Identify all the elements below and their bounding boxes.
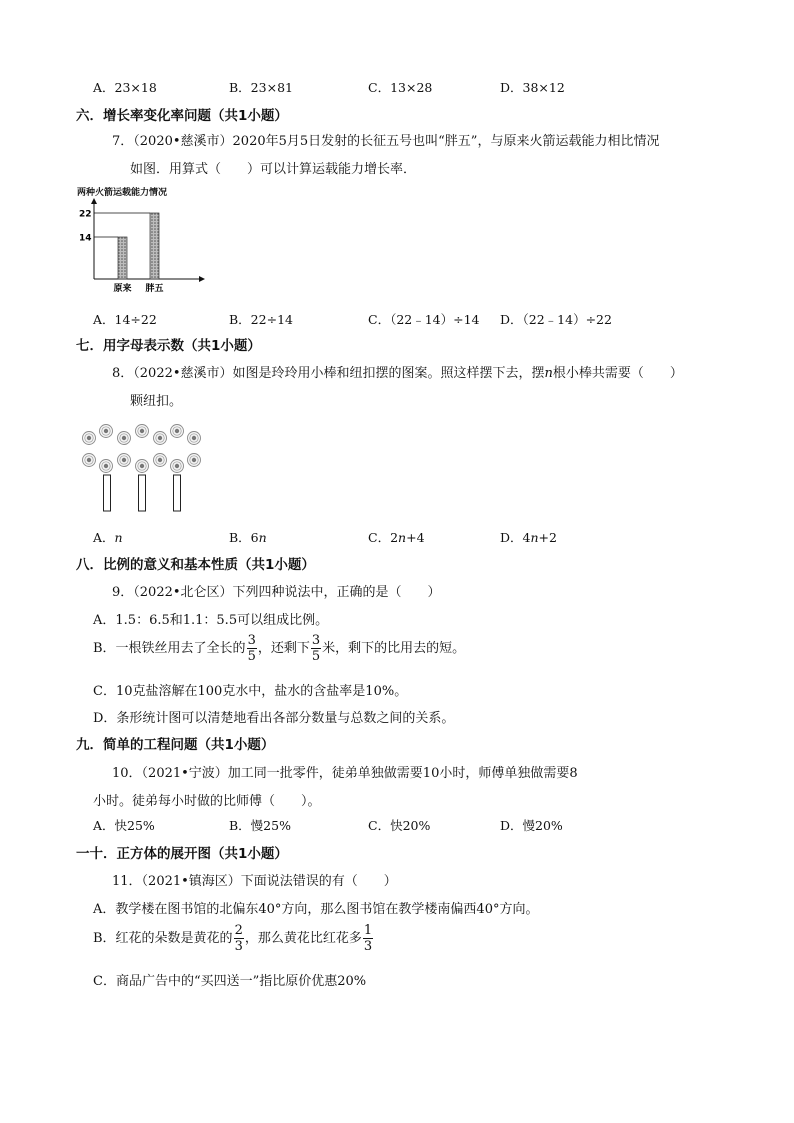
q9-option-a: A．1.5：6.5和1.1：5.5可以组成比例。 <box>93 613 329 628</box>
q8-option-c: C．2n+4 <box>368 530 425 545</box>
q6-option-d: D．38×12 <box>500 80 565 95</box>
q8-stem-text-b: 根小棒共需要（ ） <box>552 366 683 381</box>
button-icon <box>118 454 131 467</box>
stick-icon <box>104 475 111 511</box>
q9-option-d: D．条形统计图可以清楚地看出各部分数量与总数之间的关系。 <box>93 711 455 726</box>
bar-胖五 <box>150 213 159 279</box>
button-icon <box>136 425 149 438</box>
q7-option-d: D．（22﹣14）÷22 <box>500 312 612 327</box>
section-title-7: 七．用字母表示数（共1小题） <box>76 338 261 354</box>
q6-option-a: A．23×18 <box>93 80 157 95</box>
button-icon <box>171 460 184 473</box>
q10-option-d: D．慢20% <box>500 818 563 833</box>
button-icon <box>100 425 113 438</box>
button-icon <box>100 460 113 473</box>
q7-bar-chart <box>76 183 211 295</box>
q10-option-c: C．快20% <box>368 818 431 833</box>
bar-原来 <box>118 237 127 279</box>
y-tick-label: 22 <box>79 209 92 220</box>
section-title-9: 九．简单的工程问题（共1小题） <box>76 737 275 753</box>
button-icon <box>118 432 131 445</box>
y-tick-label: 14 <box>79 233 92 244</box>
q10-stem-line2: 小时。徒弟每小时做的比师傅（ ）。 <box>93 794 321 809</box>
button-icon <box>136 460 149 473</box>
chart-title: 两种火箭运载能力情况 <box>77 188 168 198</box>
x-axis-arrow <box>199 276 205 282</box>
q8-stem-line1 <box>112 362 683 381</box>
stick-icon <box>139 475 146 511</box>
q8-stem-text: 8．（2022•慈溪市）如图是玲玲用小棒和纽扣摆的图案。照这样摆下去，摆 <box>112 366 545 381</box>
q9-stem: 9．（2022•北仑区）下列四种说法中，正确的是（ ） <box>112 585 441 600</box>
q10-stem-line1: 10．（2021•宁波）加工同一批零件，徒弟单独做需要10小时，师傅单独做需要8 <box>112 766 578 781</box>
button-icon <box>188 432 201 445</box>
q8-variable: n <box>544 366 553 381</box>
fraction: $\frac{1}{3}$ <box>363 923 373 954</box>
section-title-6: 六．增长率变化率问题（共1小题） <box>76 108 288 124</box>
fraction: $\frac{3}{5}$ <box>311 633 321 664</box>
button-icon <box>154 432 167 445</box>
q10-option-a: A．快25% <box>93 818 155 833</box>
q6-option-b: B．23×81 <box>229 80 293 95</box>
q7-stem-line2: 如图．用算式（ ）可以计算运载能力增长率． <box>130 162 417 177</box>
q11-option-c: C．商品广告中的“买四送一”指比原价优惠20% <box>93 974 367 989</box>
x-tick-label: 原来 <box>113 284 132 294</box>
q7-option-c: C．（22﹣14）÷14 <box>368 312 480 327</box>
q8-stem-line2: 颗纽扣。 <box>130 394 183 409</box>
q8-option-d: D．4n+2 <box>500 530 557 545</box>
q11-option-b: B．红花的朵数是黄花的 $\frac{2}{3}$ ，那么黄花比红花多 $\frac{1}{3}$ <box>93 923 373 954</box>
fraction: $\frac{3}{5}$ <box>247 633 256 664</box>
q11-option-a: A．教学楼在图书馆的北偏东40°方向，那么图书馆在教学楼南偏西40°方向。 <box>93 902 539 917</box>
q9-option-c: C．10克盐溶解在100克水中，盐水的含盐率是10%。 <box>93 684 408 699</box>
button-icon <box>171 425 184 438</box>
q8-option-a: A．n <box>93 530 123 545</box>
q8-option-b: B．6n <box>229 530 267 545</box>
q7-option-b: B．22÷14 <box>229 312 293 327</box>
stick-icon <box>174 475 181 511</box>
q7-option-a: A．14÷22 <box>93 312 157 327</box>
q9-option-b: B．一根铁丝用去了全长的 $\frac{3}{5}$ ，还剩下 $\frac{3}{5}$ 米，剩下的比用去的短。 <box>93 633 466 664</box>
q6-option-c: C．13×28 <box>368 80 433 95</box>
fraction: $\frac{2}{3}$ <box>234 923 243 954</box>
q8-pattern-figure <box>76 417 206 517</box>
y-axis-arrow <box>91 198 97 204</box>
q11-stem: 11．（2021•镇海区）下面说法错误的有（ ） <box>112 874 397 889</box>
section-title-8: 八．比例的意义和基本性质（共1小题） <box>76 557 315 573</box>
button-icon <box>188 454 201 467</box>
q10-option-b: B．慢25% <box>229 818 291 833</box>
section-title-10: 一十．正方体的展开图（共1小题） <box>76 846 288 862</box>
x-tick-label: 胖五 <box>145 284 164 294</box>
q7-stem-line1: 7．（2020•慈溪市）2020年5月5日发射的长征五号也叫“胖五”，与原来火箭运载能力相比情况 <box>112 134 660 149</box>
button-icon <box>83 454 96 467</box>
button-icon <box>154 454 167 467</box>
button-icon <box>83 432 96 445</box>
